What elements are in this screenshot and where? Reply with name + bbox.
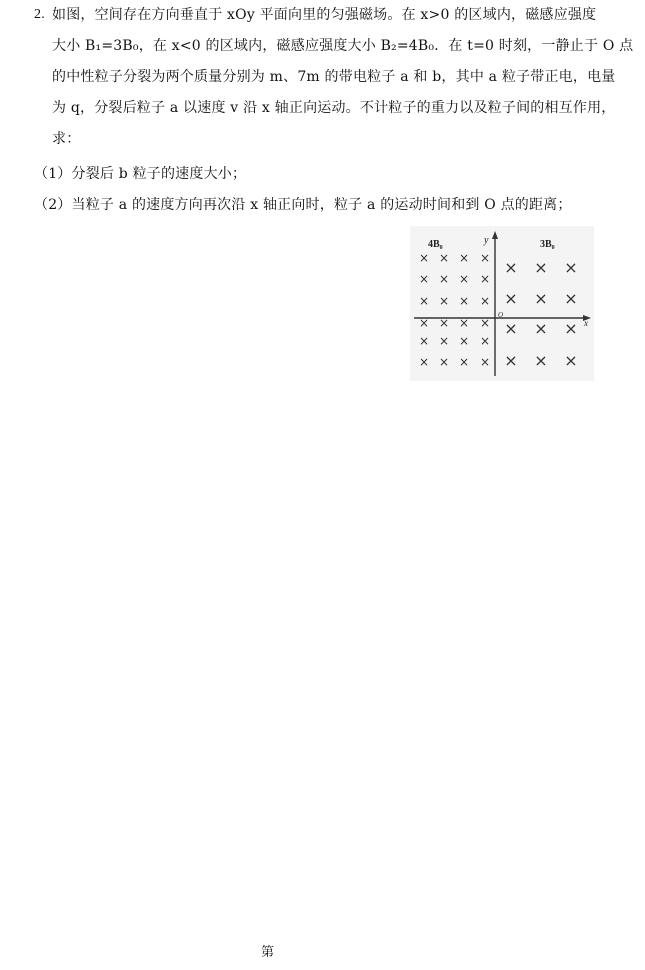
field-cross-icon: ×: [418, 272, 430, 286]
right-field-label: 3B₀: [540, 239, 555, 250]
field-cross-icon: ×: [418, 334, 430, 348]
sub-question-2: （2）当粒子 a 的速度方向再次沿 x 轴正向时，粒子 a 的运动时间和到 O 点的距离；: [34, 197, 572, 213]
field-cross-icon: ×: [438, 294, 450, 308]
field-cross-icon: ×: [479, 251, 491, 265]
field-cross-icon: ×: [479, 334, 491, 348]
field-cross-icon: ×: [504, 351, 518, 370]
field-cross-icon: ×: [438, 355, 450, 369]
sub-question-1: （1）分裂后 b 粒子的速度大小；: [34, 166, 247, 182]
field-cross-icon: ×: [504, 319, 518, 338]
field-cross-icon: ×: [458, 316, 470, 330]
field-cross-icon: ×: [418, 294, 430, 308]
problem-line-5: 求：: [52, 131, 81, 147]
field-cross-icon: ×: [564, 289, 578, 308]
field-cross-icon: ×: [458, 251, 470, 265]
field-cross-icon: ×: [418, 355, 430, 369]
problem-line-1: 如图，空间存在方向垂直于 xOy 平面向里的匀强磁场。在 x>0 的区域内，磁感应强度: [52, 7, 597, 23]
field-cross-icon: ×: [418, 316, 430, 330]
field-cross-icon: ×: [534, 258, 548, 277]
field-cross-icon: ×: [479, 294, 491, 308]
field-cross-icon: ×: [534, 351, 548, 370]
problem-line-3: 的中性粒子分裂为两个质量分别为 m、7m 的带电粒子 a 和 b，其中 a 粒子带正电，电量: [52, 69, 616, 85]
field-cross-icon: ×: [504, 258, 518, 277]
field-cross-icon: ×: [534, 289, 548, 308]
field-cross-icon: ×: [479, 272, 491, 286]
y-axis-label: y: [484, 235, 489, 246]
field-cross-icon: ×: [418, 251, 430, 265]
problem-line-4: 为 q，分裂后粒子 a 以速度 v 沿 x 轴正向运动。不计粒子的重力以及粒子间的相互作用，: [52, 100, 616, 116]
field-cross-icon: ×: [438, 272, 450, 286]
field-cross-icon: ×: [504, 289, 518, 308]
origin-label: O: [498, 311, 504, 319]
field-diagram-svg: [410, 226, 594, 381]
field-cross-icon: ×: [534, 319, 548, 338]
field-cross-icon: ×: [458, 272, 470, 286]
field-cross-icon: ×: [479, 355, 491, 369]
left-field-label: 4B₀: [428, 239, 443, 250]
field-cross-icon: ×: [564, 319, 578, 338]
field-cross-icon: ×: [564, 351, 578, 370]
field-cross-icon: ×: [458, 334, 470, 348]
problem-number: 2.: [34, 7, 45, 22]
field-cross-icon: ×: [458, 294, 470, 308]
field-cross-icon: ×: [438, 334, 450, 348]
field-cross-icon: ×: [479, 316, 491, 330]
field-cross-icon: ×: [438, 316, 450, 330]
field-cross-icon: ×: [438, 251, 450, 265]
problem-line-2: 大小 B₁=3B₀，在 x<0 的区域内，磁感应强度大小 B₂=4B₀．在 t=0 时刻，一静止于 O 点: [52, 38, 634, 54]
magnetic-field-figure: [410, 226, 594, 381]
page-footer-label: 第: [261, 945, 275, 960]
field-cross-icon: ×: [564, 258, 578, 277]
field-cross-icon: ×: [458, 355, 470, 369]
x-axis-label: x: [584, 318, 588, 328]
